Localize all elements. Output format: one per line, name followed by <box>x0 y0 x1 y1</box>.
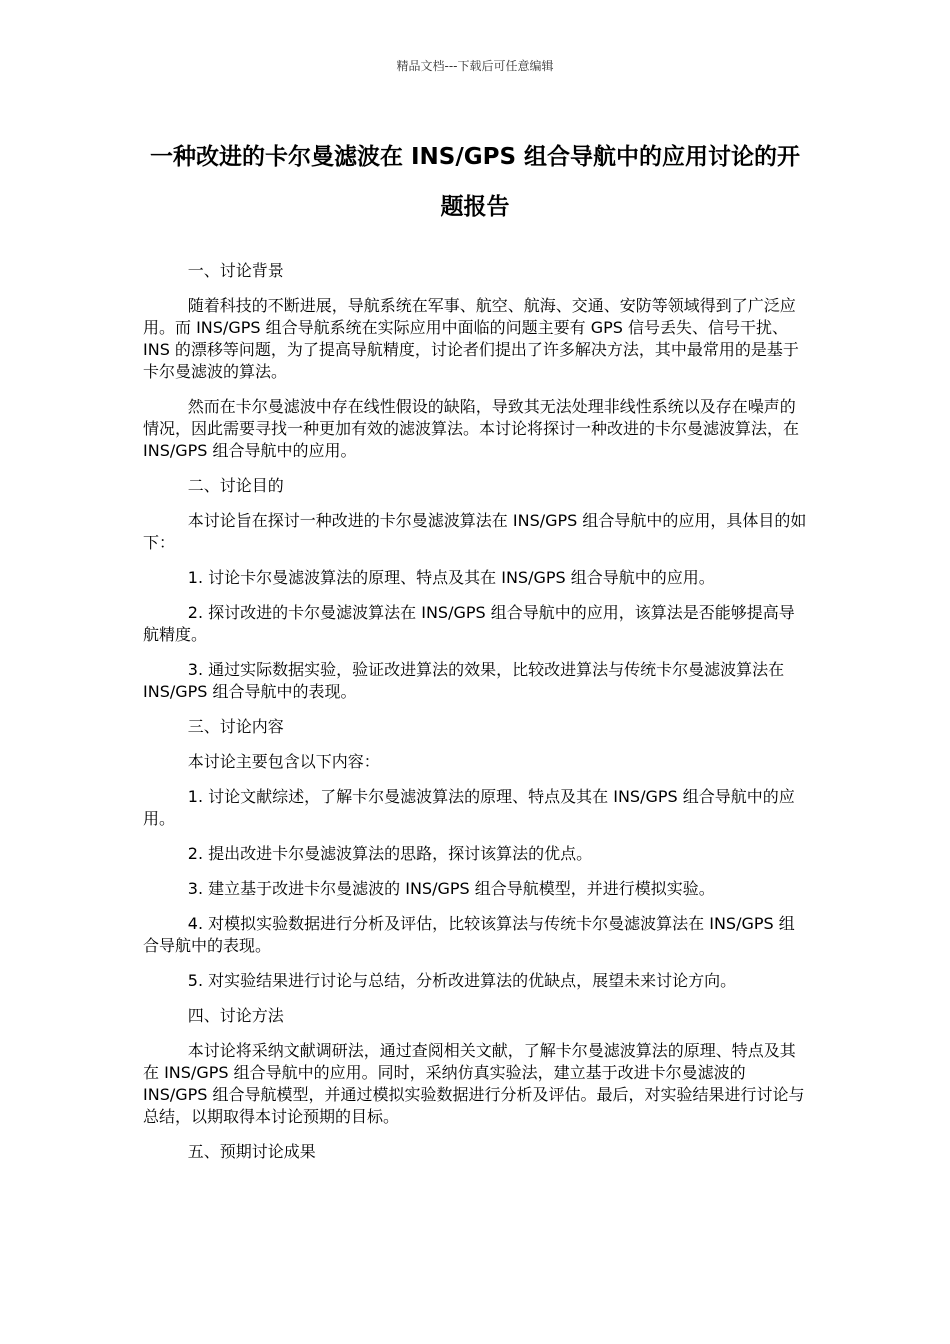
section-heading-content: 三、讨论内容 <box>187 717 284 736</box>
section-heading-purpose: 二、讨论目的 <box>187 476 284 495</box>
paragraph: 本讨论主要包含以下内容： <box>187 752 380 771</box>
paragraph: 随着科技的不断进展，导航系统在军事、航空、航海、交通、安防等领域得到了广泛应用。而 INS/GPS 组合导航系统在实际应用中面临的问题主要有 GPS 信号丢失、信号干扰、INS 的漂移等问题，为了提高导航精度，讨论者们提出了许多解决方法，其中最常用的是基于卡尔曼滤波的算法。 <box>143 296 799 381</box>
paragraph: 然而在卡尔曼滤波中存在线性假设的缺陷，导致其无法处理非线性系统以及存在噪声的情况，因此需要寻找一种更加有效的滤波算法。本讨论将探讨一种改进的卡尔曼滤波算法，在 INS/GPS 组合导航中的应用。 <box>143 397 800 460</box>
document-title: 一种改进的卡尔曼滤波在 INS/GPS 组合导航中的应用讨论的开题报告 <box>149 144 801 220</box>
page-header: 精品文档---下载后可任意编辑 <box>396 59 554 73</box>
list-item: 1. 讨论文献综述，了解卡尔曼滤波算法的原理、特点及其在 INS/GPS 组合导航中的应用。 <box>143 787 795 828</box>
list-item: 5. 对实验结果进行讨论与总结，分析改进算法的优缺点，展望未来讨论方向。 <box>187 971 737 990</box>
section-heading-expected-results: 五、预期讨论成果 <box>187 1142 316 1161</box>
list-item: 4. 对模拟实验数据进行分析及评估，比较该算法与传统卡尔曼滤波算法在 INS/GPS 组合导航中的表现。 <box>143 914 795 955</box>
paragraph: 本讨论将采纳文献调研法，通过查阅相关文献，了解卡尔曼滤波算法的原理、特点及其在 INS/GPS 组合导航中的应用。同时，采纳仿真实验法，建立基于改进卡尔曼滤波的 INS/GPS 组合导航模型，并通过模拟实验数据进行分析及评估。最后，对实验结果进行讨论与总结，以期取得本讨论预期的目标。 <box>143 1041 805 1126</box>
list-item: 2. 提出改进卡尔曼滤波算法的思路，探讨该算法的优点。 <box>187 844 593 863</box>
list-item: 1. 讨论卡尔曼滤波算法的原理、特点及其在 INS/GPS 组合导航中的应用。 <box>187 568 715 587</box>
section-heading-method: 四、讨论方法 <box>187 1006 284 1025</box>
list-item: 3. 建立基于改进卡尔曼滤波的 INS/GPS 组合导航模型，并进行模拟实验。 <box>187 879 715 898</box>
document-body <box>143 260 807 1176</box>
list-item: 3. 通过实际数据实验，验证改进算法的效果，比较改进算法与传统卡尔曼滤波算法在 INS/GPS 组合导航中的表现。 <box>143 660 785 701</box>
list-item: 2. 探讨改进的卡尔曼滤波算法在 INS/GPS 组合导航中的应用，该算法是否能够提高导航精度。 <box>143 603 795 644</box>
paragraph: 本讨论旨在探讨一种改进的卡尔曼滤波算法在 INS/GPS 组合导航中的应用，具体目的如下： <box>143 511 807 552</box>
section-heading-background: 一、讨论背景 <box>187 261 284 280</box>
